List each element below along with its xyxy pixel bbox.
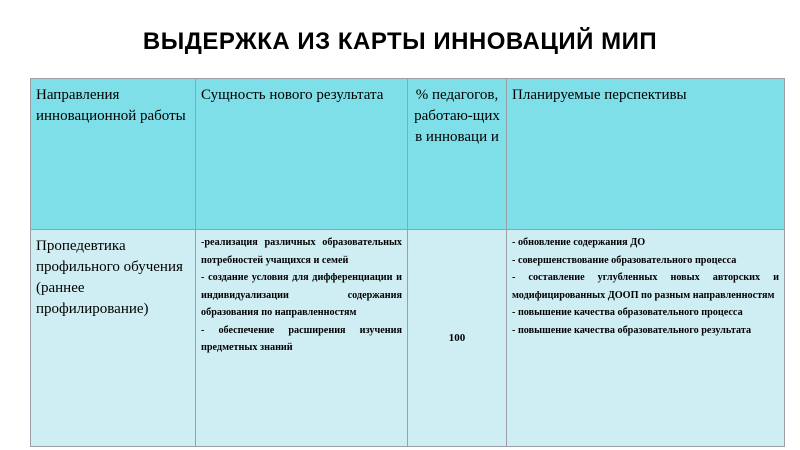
essence-item: - создание условия для дифференциации и индивидуализации содержания образования по направленностям — [201, 272, 402, 318]
essence-item: - обеспечение расширения изучения предметных знаний — [201, 324, 402, 353]
page-title: ВЫДЕРЖКА ИЗ КАРТЫ ИННОВАЦИЙ МИП — [142, 28, 658, 55]
cell-perspectives — [507, 230, 785, 447]
cell-direction: Пропедевтика профильного обучения (раннее профилирование) — [31, 230, 196, 447]
perspective-item: - составление углубленных новых авторских и модифицированных ДООП по разным направленностям — [512, 272, 779, 301]
header-essence: Сущность нового результата — [196, 79, 408, 230]
table-row — [31, 230, 785, 447]
perspective-item: - обновление содержания ДО — [512, 237, 646, 248]
cell-percent: 100 — [408, 230, 507, 447]
perspective-item: - повышение качества образовательного результата — [512, 324, 752, 336]
header-percent: % педагогов, работаю-щих в инноваци и — [408, 79, 507, 230]
essence-item: -реализация различных образовательных потребностей учащихся и семей — [201, 237, 402, 266]
header-perspectives: Планируемые перспективы — [507, 79, 785, 230]
perspective-item: - совершенствование образовательного процесса — [512, 254, 737, 266]
innovation-table — [30, 78, 785, 447]
table-header-row — [31, 79, 785, 230]
perspective-item: - повышение качества образовательного процесса — [512, 307, 743, 318]
header-direction: Направления инновационной работы — [31, 79, 196, 230]
cell-essence — [196, 230, 408, 447]
